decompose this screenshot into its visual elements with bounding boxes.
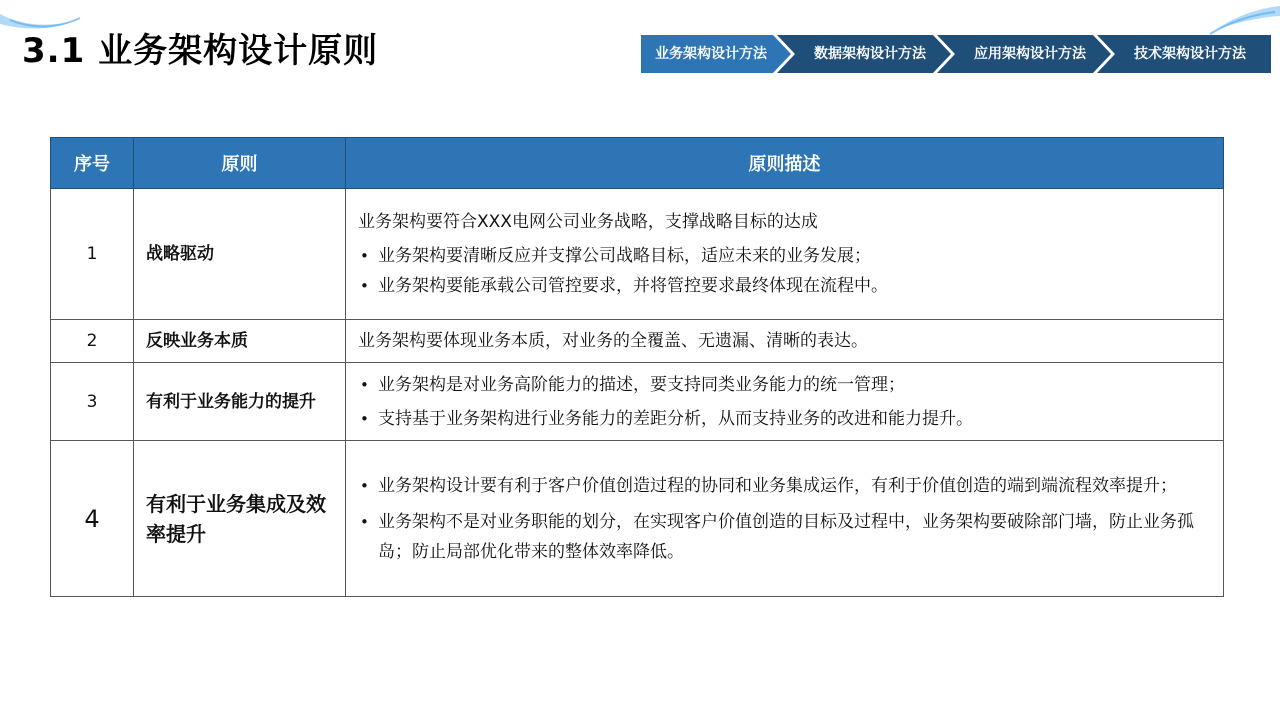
- row-number: 3: [51, 363, 134, 441]
- description-intro: 业务架构要符合XXX电网公司业务战略，支撑战略目标的达成: [358, 212, 818, 232]
- step-navigation: [641, 35, 1271, 73]
- principle-description: [346, 189, 1224, 320]
- principle-name: 战略驱动: [134, 189, 346, 320]
- description-intro: 业务架构要体现业务本质，对业务的全覆盖、无遗漏、清晰的表达。: [358, 331, 868, 351]
- header-principle: 原则: [134, 138, 346, 189]
- row-number: 2: [51, 320, 134, 363]
- description-bullet: • 业务架构是对业务高阶能力的描述，要支持同类业务能力的统一管理；: [358, 370, 1211, 400]
- header-description: 原则描述: [346, 138, 1224, 189]
- principle-name: 反映业务本质: [134, 320, 346, 363]
- corner-swoosh-right: [1190, 0, 1280, 40]
- principle-description: [346, 320, 1224, 363]
- description-bullet: • 支持基于业务架构进行业务能力的差距分析，从而支持业务的改进和能力提升。: [358, 404, 1211, 434]
- row-number: 4: [51, 441, 134, 597]
- description-bullet: • 业务架构不是对业务职能的划分，在实现客户价值创造的目标及过程中，业务架构要破除部门墙，防止业务孤岛；防止局部优化带来的整体效率降低。: [358, 507, 1211, 567]
- header-index: 序号: [51, 138, 134, 189]
- table-header-row: [51, 138, 1224, 189]
- page-title: 3.1 业务架构设计原则: [22, 31, 379, 71]
- principle-description: [346, 441, 1224, 597]
- description-bullet: • 业务架构要清晰反应并支撑公司战略目标，适应未来的业务发展；: [358, 241, 1211, 271]
- table-row: [51, 363, 1224, 441]
- step-application-architecture[interactable]: 应用架构设计方法: [974, 46, 1086, 62]
- row-number: 1: [51, 189, 134, 320]
- step-data-architecture[interactable]: 数据架构设计方法: [814, 46, 926, 62]
- step-technology-architecture[interactable]: 技术架构设计方法: [1134, 46, 1246, 62]
- principle-name: 有利于业务能力的提升: [134, 363, 346, 441]
- table-row: [51, 441, 1224, 597]
- step-business-architecture[interactable]: 业务架构设计方法: [655, 46, 767, 62]
- description-bullet: • 业务架构设计要有利于客户价值创造过程的协同和业务集成运作，有利于价值创造的端到端流程效率提升；: [358, 471, 1211, 501]
- principles-table: [50, 137, 1224, 597]
- description-bullet: • 业务架构要能承载公司管控要求，并将管控要求最终体现在流程中。: [358, 271, 1211, 301]
- principle-description: [346, 363, 1224, 441]
- table-row: [51, 189, 1224, 320]
- table-row: [51, 320, 1224, 363]
- principle-name: 有利于业务集成及效率提升: [134, 441, 346, 597]
